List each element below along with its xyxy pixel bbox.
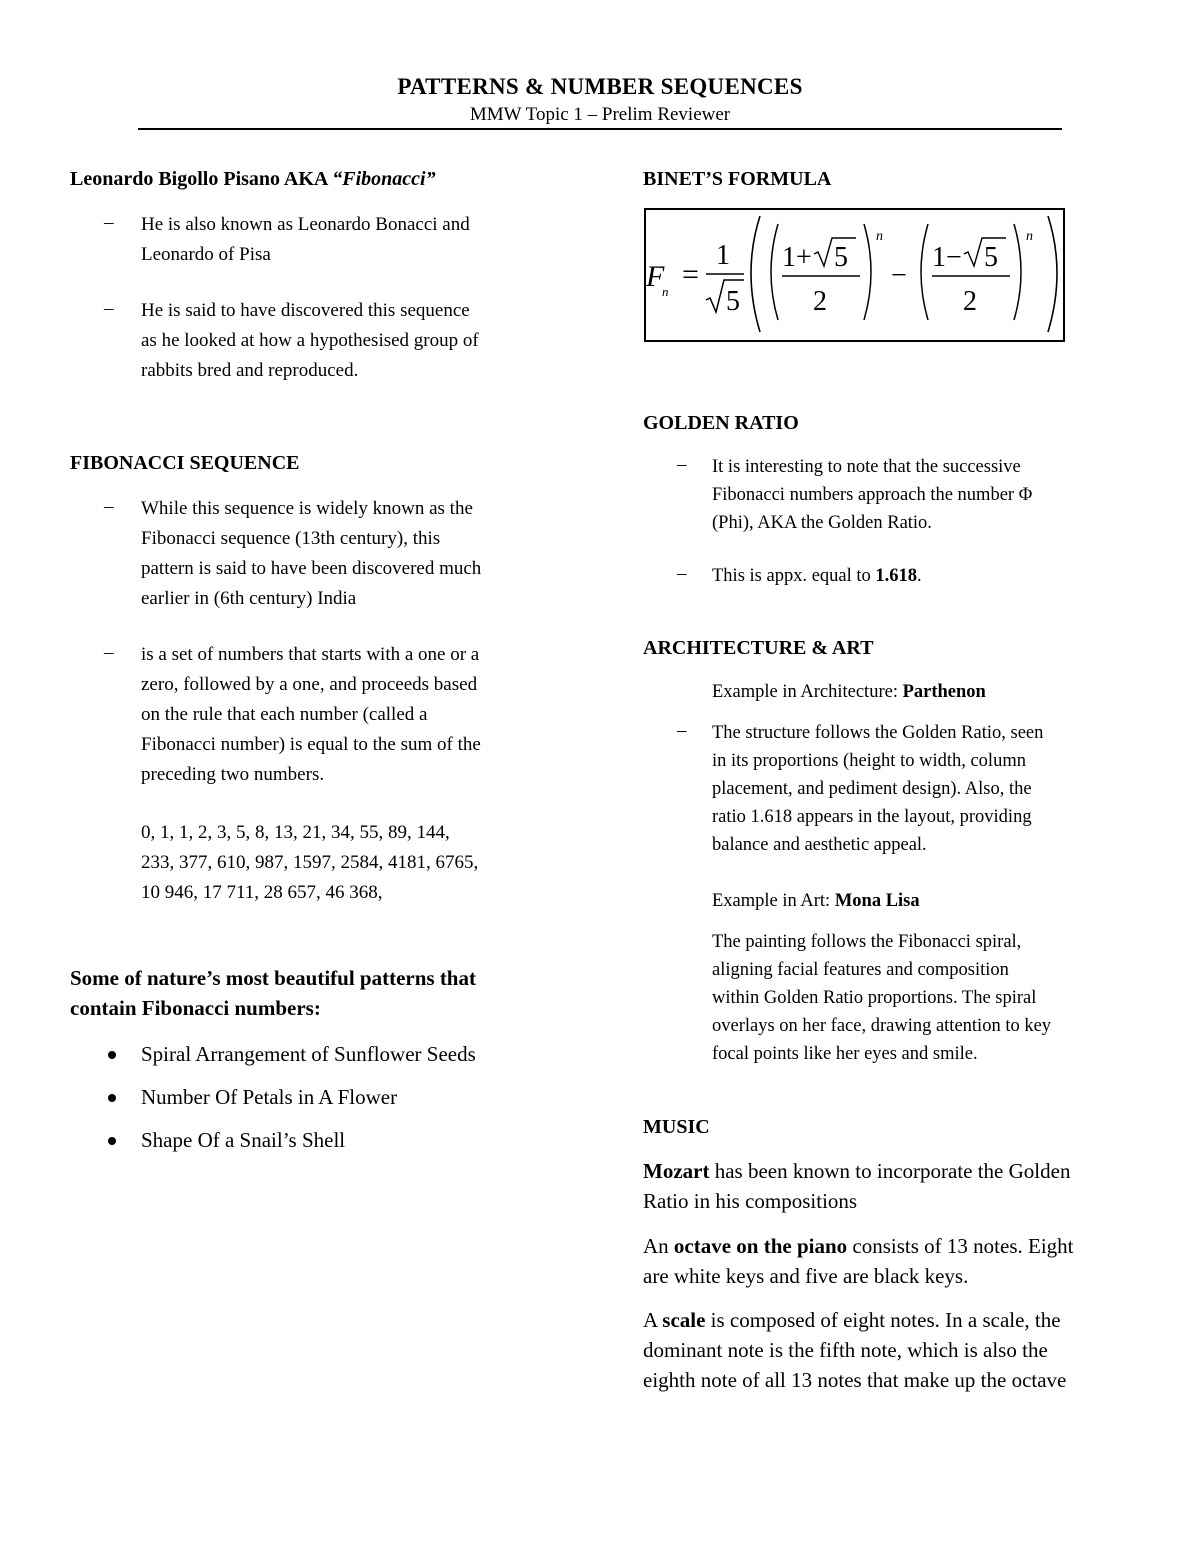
formula-num-a: 1+	[782, 242, 812, 273]
text-line: rabbits bred and reproduced.	[141, 360, 359, 381]
text-span: .	[917, 566, 922, 586]
art-example	[712, 887, 920, 915]
formula-exponent-n: n	[876, 229, 883, 244]
text-line: 0, 1, 1, 2, 3, 5, 8, 13, 21, 34, 55, 89, 144,	[141, 822, 450, 843]
text-line: 233, 377, 610, 987, 1597, 2584, 4181, 6765,	[141, 852, 479, 873]
text-span: has been known to incorporate the Golden	[709, 1159, 1071, 1183]
text-span: An	[643, 1234, 674, 1258]
text-line: The structure follows the Golden Ratio, seen	[712, 723, 1044, 743]
binet-formula-box	[644, 208, 1065, 342]
paren-right	[1014, 224, 1021, 320]
dash-marker: –	[677, 454, 687, 475]
binet-heading: BINET’S FORMULA	[643, 168, 832, 190]
formula-f: F	[646, 260, 665, 293]
parthenon-label: Parthenon	[902, 682, 986, 702]
text-line: in its proportions (height to width, column	[712, 751, 1026, 771]
nature-item: Number Of Petals in A Flower	[141, 1085, 398, 1109]
golden-bullet-1	[712, 453, 1032, 537]
architecture-example	[712, 678, 986, 706]
text-line: (Phi), AKA the Golden Ratio.	[712, 513, 932, 533]
nature-heading	[70, 963, 476, 1023]
text-span: consists of 13 notes. Eight	[847, 1234, 1074, 1258]
dash-marker: –	[104, 642, 114, 663]
dash-marker: –	[104, 212, 114, 233]
outer-paren-right	[1048, 216, 1057, 332]
formula-sqrt-five: 5	[834, 242, 848, 273]
formula-sqrt-five: 5	[984, 242, 998, 273]
fibonacci-bullet-2	[141, 296, 479, 386]
formula-one: 1	[716, 240, 730, 271]
text-line: is a set of numbers that starts with a one or a	[141, 644, 480, 665]
fibonacci-heading	[70, 166, 436, 192]
text-span: A	[643, 1308, 663, 1332]
text-line: zero, followed by a one, and proceeds based	[141, 674, 478, 695]
text-line: He is also known as Leonardo Bonacci and	[141, 214, 470, 235]
text-line: are white keys and five are black keys.	[643, 1264, 969, 1288]
bullet-dot	[108, 1051, 116, 1059]
sequence-bullet-1	[141, 494, 481, 614]
formula-two: 2	[813, 286, 827, 317]
bullet-dot	[108, 1094, 116, 1102]
golden-bullet-2	[712, 562, 922, 590]
text-line: as he looked at how a hypothesised group of	[141, 330, 479, 351]
formula-two: 2	[963, 286, 977, 317]
text-line: placement, and pediment design). Also, the	[712, 779, 1032, 799]
architecture-heading: ARCHITECTURE & ART	[643, 637, 874, 659]
text-span: Example in Architecture:	[712, 682, 903, 702]
text-line: on the rule that each number (called a	[141, 704, 428, 725]
mozart-paragraph	[643, 1156, 1070, 1216]
text-line: preceding two numbers.	[141, 764, 325, 785]
text-line: Leonardo of Pisa	[141, 244, 271, 265]
formula-exponent-n: n	[1026, 229, 1033, 244]
text-line: 10 946, 17 711, 28 657, 46 368,	[141, 882, 383, 903]
text-span: is composed of eight notes. In a scale, the	[705, 1308, 1061, 1332]
header-divider	[138, 128, 1062, 130]
mona-lisa-label: Mona Lisa	[834, 891, 920, 911]
text-line: aligning facial features and composition	[712, 960, 1009, 980]
text-line: contain Fibonacci numbers:	[70, 996, 321, 1020]
text-line: eighth note of all 13 notes that make up the octave	[643, 1368, 1067, 1392]
nature-item: Spiral Arrangement of Sunflower Seeds	[141, 1042, 476, 1066]
text-line	[643, 1156, 1070, 1186]
text-line: dominant note is the fifth note, which is also the	[643, 1338, 1048, 1362]
text-line: ratio 1.618 appears in the layout, providing	[712, 807, 1032, 827]
text-line: Fibonacci sequence (13th century), this	[141, 528, 441, 549]
sequence-bullet-2	[141, 640, 481, 790]
text-line: pattern is said to have been discovered much	[141, 558, 482, 579]
golden-ratio-heading: GOLDEN RATIO	[643, 412, 799, 434]
sequence-heading: FIBONACCI SEQUENCE	[70, 452, 300, 474]
binet-formula	[646, 210, 1063, 340]
text-line: Ratio in his compositions	[643, 1189, 858, 1213]
text-line: While this sequence is widely known as the	[141, 498, 473, 519]
scale-paragraph	[643, 1305, 1066, 1395]
text-line: focal points like her eyes and smile.	[712, 1044, 978, 1064]
dash-marker: –	[677, 720, 687, 741]
golden-ratio-value: 1.618	[875, 566, 918, 586]
octave-paragraph	[643, 1231, 1074, 1291]
formula-num-b: 1−	[932, 242, 962, 273]
text-line	[643, 1305, 1066, 1335]
text-line: balance and aesthetic appeal.	[712, 835, 927, 855]
dash-marker: –	[104, 298, 114, 319]
text-line: Some of nature’s most beautiful patterns that	[70, 966, 476, 990]
text-line	[643, 1231, 1074, 1261]
mozart-label: Mozart	[643, 1159, 710, 1183]
text-line: The painting follows the Fibonacci spiral,	[712, 932, 1022, 952]
text-line: overlays on her face, drawing attention to key	[712, 1016, 1052, 1036]
fibonacci-numbers	[141, 818, 478, 908]
text-line: Fibonacci number) is equal to the sum of the	[141, 734, 481, 755]
document-title: PATTERNS & NUMBER SEQUENCES	[397, 74, 803, 99]
text-line: It is interesting to note that the successive	[712, 457, 1021, 477]
dash-marker: –	[677, 563, 687, 584]
fibonacci-heading-name: Leonardo Bigollo Pisano AKA	[70, 168, 333, 190]
formula-minus: −	[891, 260, 907, 291]
outer-paren-left	[751, 216, 760, 332]
text-line: earlier in (6th century) India	[141, 588, 357, 609]
nature-item: Shape Of a Snail’s Shell	[141, 1128, 346, 1152]
formula-sqrt-five: 5	[726, 286, 740, 317]
formula-subscript-n: n	[662, 284, 669, 299]
art-paragraph	[712, 928, 1051, 1068]
paren-left	[921, 224, 928, 320]
formula-equals: =	[682, 258, 699, 291]
document-subtitle: MMW Topic 1 – Prelim Reviewer	[469, 104, 731, 125]
paren-left	[771, 224, 778, 320]
fibonacci-bullet-1	[141, 210, 470, 270]
paren-right	[864, 224, 871, 320]
octave-label: octave on the piano	[673, 1234, 848, 1258]
dash-marker: –	[104, 496, 114, 517]
document-header	[138, 72, 1062, 128]
bullet-dot	[108, 1137, 116, 1145]
music-heading: MUSIC	[643, 1116, 710, 1138]
text-line: within Golden Ratio proportions. The spiral	[712, 988, 1037, 1008]
text-line: He is said to have discovered this sequence	[141, 300, 470, 321]
text-span: This is appx. equal to	[712, 566, 876, 586]
scale-label: scale	[662, 1308, 706, 1332]
text-line: Fibonacci numbers approach the number Φ	[712, 485, 1033, 505]
fibonacci-heading-alias: “Fibonacci”	[332, 168, 436, 190]
text-span: Example in Art:	[712, 891, 835, 911]
architecture-bullet	[712, 719, 1043, 859]
